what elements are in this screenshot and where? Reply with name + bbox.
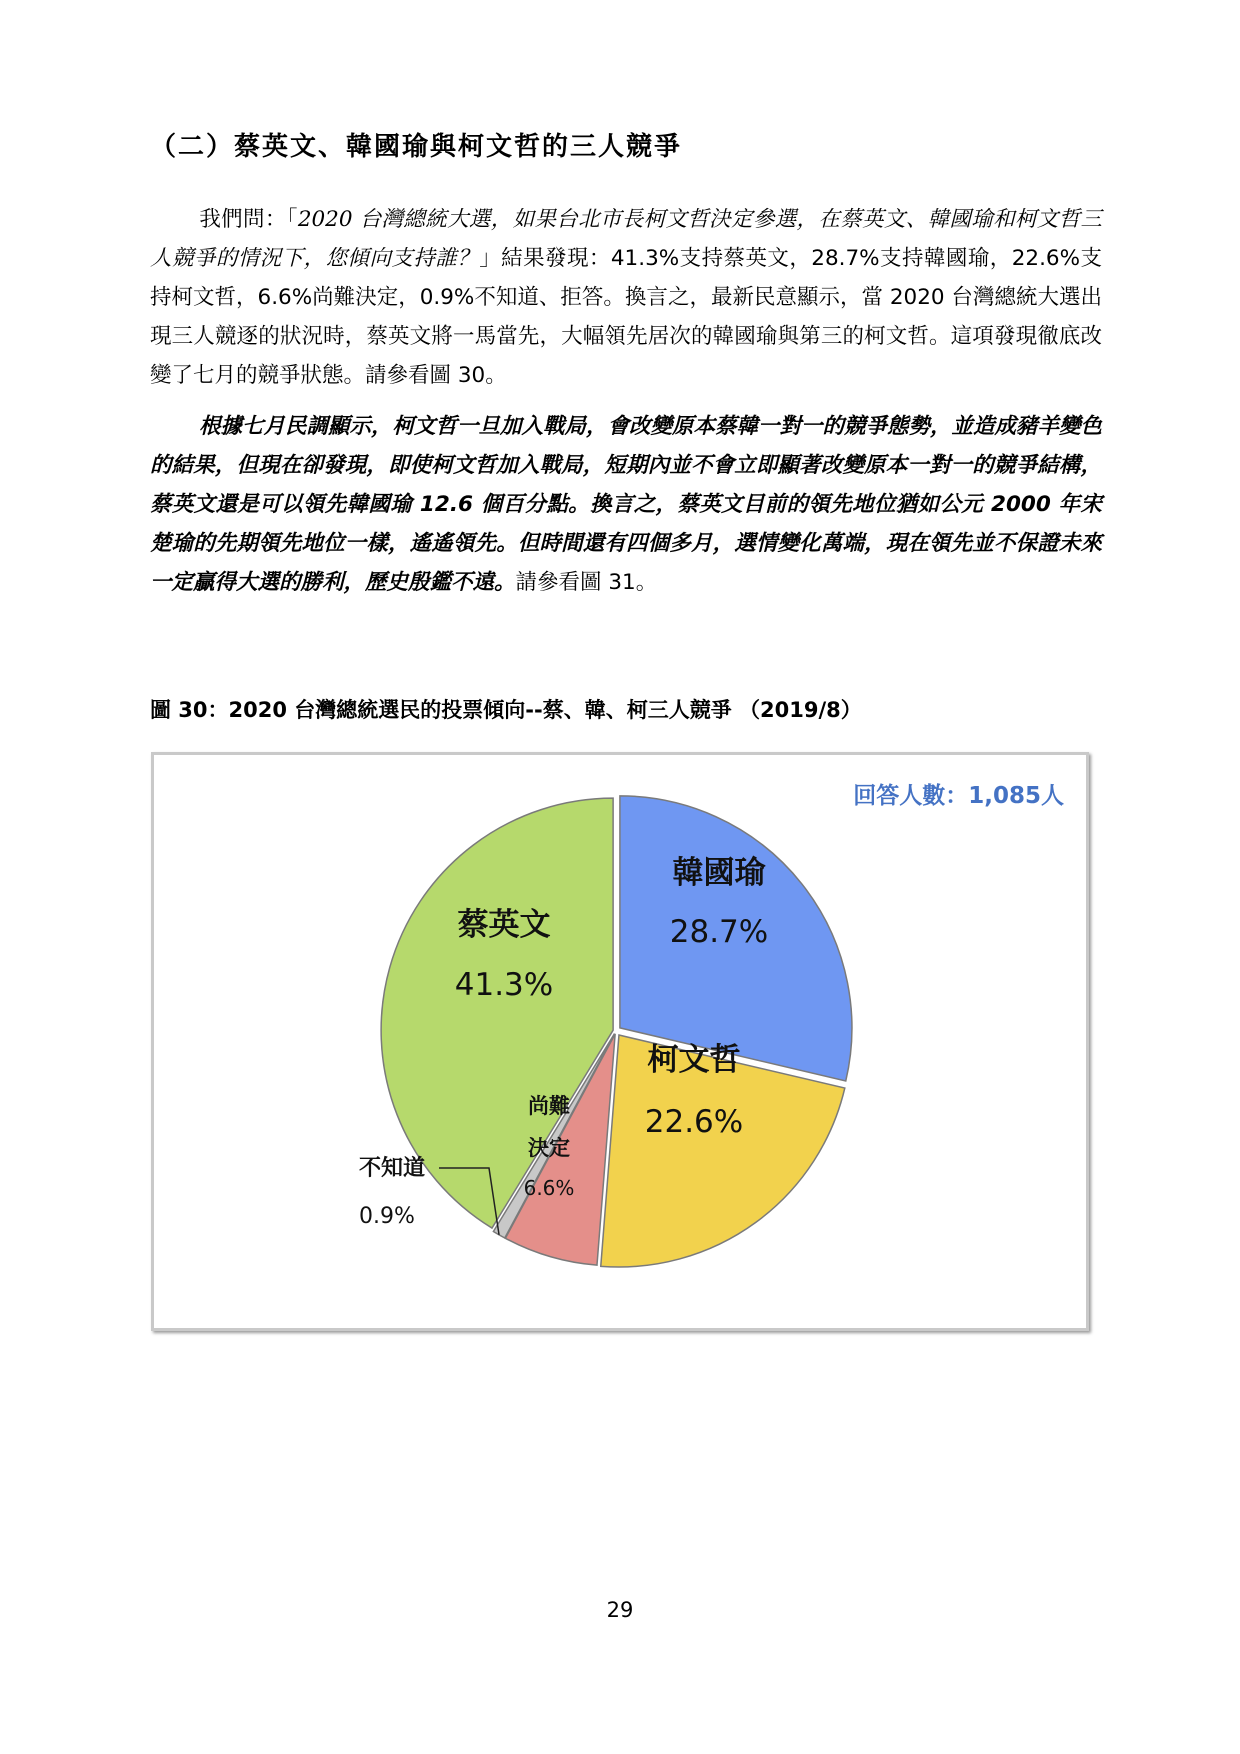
paragraph-1: [150, 200, 1102, 395]
figure-caption: 圖 30：2020 台灣總統選民的投票傾向--蔡、韓、柯三人競爭 （2019/8）: [150, 698, 862, 722]
pie-chart-frame: [151, 752, 1089, 1331]
slice-name-label: 尚難: [528, 1094, 570, 1118]
pie-chart: [154, 755, 1086, 1328]
slice-name-label: 決定: [528, 1136, 570, 1160]
section-heading: （二）蔡英文、韓國瑜與柯文哲的三人競爭: [150, 132, 683, 162]
survey-question: 2020 台灣總統大選，如果台北市長柯文哲決定參選，在蔡英文、韓國瑜和柯文哲三人競爭的情況下，您傾向支持誰？: [150, 207, 1102, 271]
page-number: 29: [606, 1598, 634, 1622]
respondents-label: 回答人數：1,085人: [853, 783, 1064, 809]
slice-value-label: 22.6%: [644, 1104, 744, 1140]
slice-value-label: 41.3%: [454, 967, 554, 1003]
slice-name-label: 蔡英文: [457, 907, 551, 943]
paragraph-2-emphasis: 根據七月民調顯示，柯文哲一旦加入戰局，會改變原本蔡韓一對一的競爭態勢，並造成豬羊變色的結果，但現在卻發現，即使柯文哲加入戰局，短期內並不會立即顯著改變原本一對一的競爭結構，蔡英文還是可以領先韓國瑜 12.6 個百分點。換言之，蔡英文目前的領先地位猶如公元 2000 年宋楚瑜的先期領先地位一樣，遙遙領先。但時間還有四個多月，選情變化萬端，現在領先並不保證未來一定贏得大選的勝利，歷史殷鑑不遠。: [150, 414, 1103, 595]
slice-name-label: 柯文哲: [647, 1042, 741, 1078]
slice-name-label: 不知道: [359, 1156, 426, 1181]
paragraph-1-rest: 」結果發現：41.3%支持蔡英文，28.7%支持韓國瑜，22.6%支持柯文哲，6.6%尚難決定，0.9%不知道、拒答。換言之，最新民意顯示，當 2020 台灣總統大選出現三人競逐的狀況時，蔡英文將一馬當先，大幅領先居次的韓國瑜與第三的柯文哲。這項發現徹底改變了七月的競爭狀態。請參看圖 30。: [150, 246, 1102, 388]
slice-name-label: 韓國瑜: [672, 855, 766, 891]
paragraph-1-lead: 我們問：「: [199, 207, 298, 232]
paragraph-2: [150, 407, 1102, 602]
slice-value-label: 6.6%: [523, 1176, 575, 1200]
slice-value-label: 0.9%: [359, 1204, 415, 1229]
slice-value-label: 28.7%: [669, 914, 769, 950]
figure-reference: 請參看圖 31。: [515, 570, 658, 595]
